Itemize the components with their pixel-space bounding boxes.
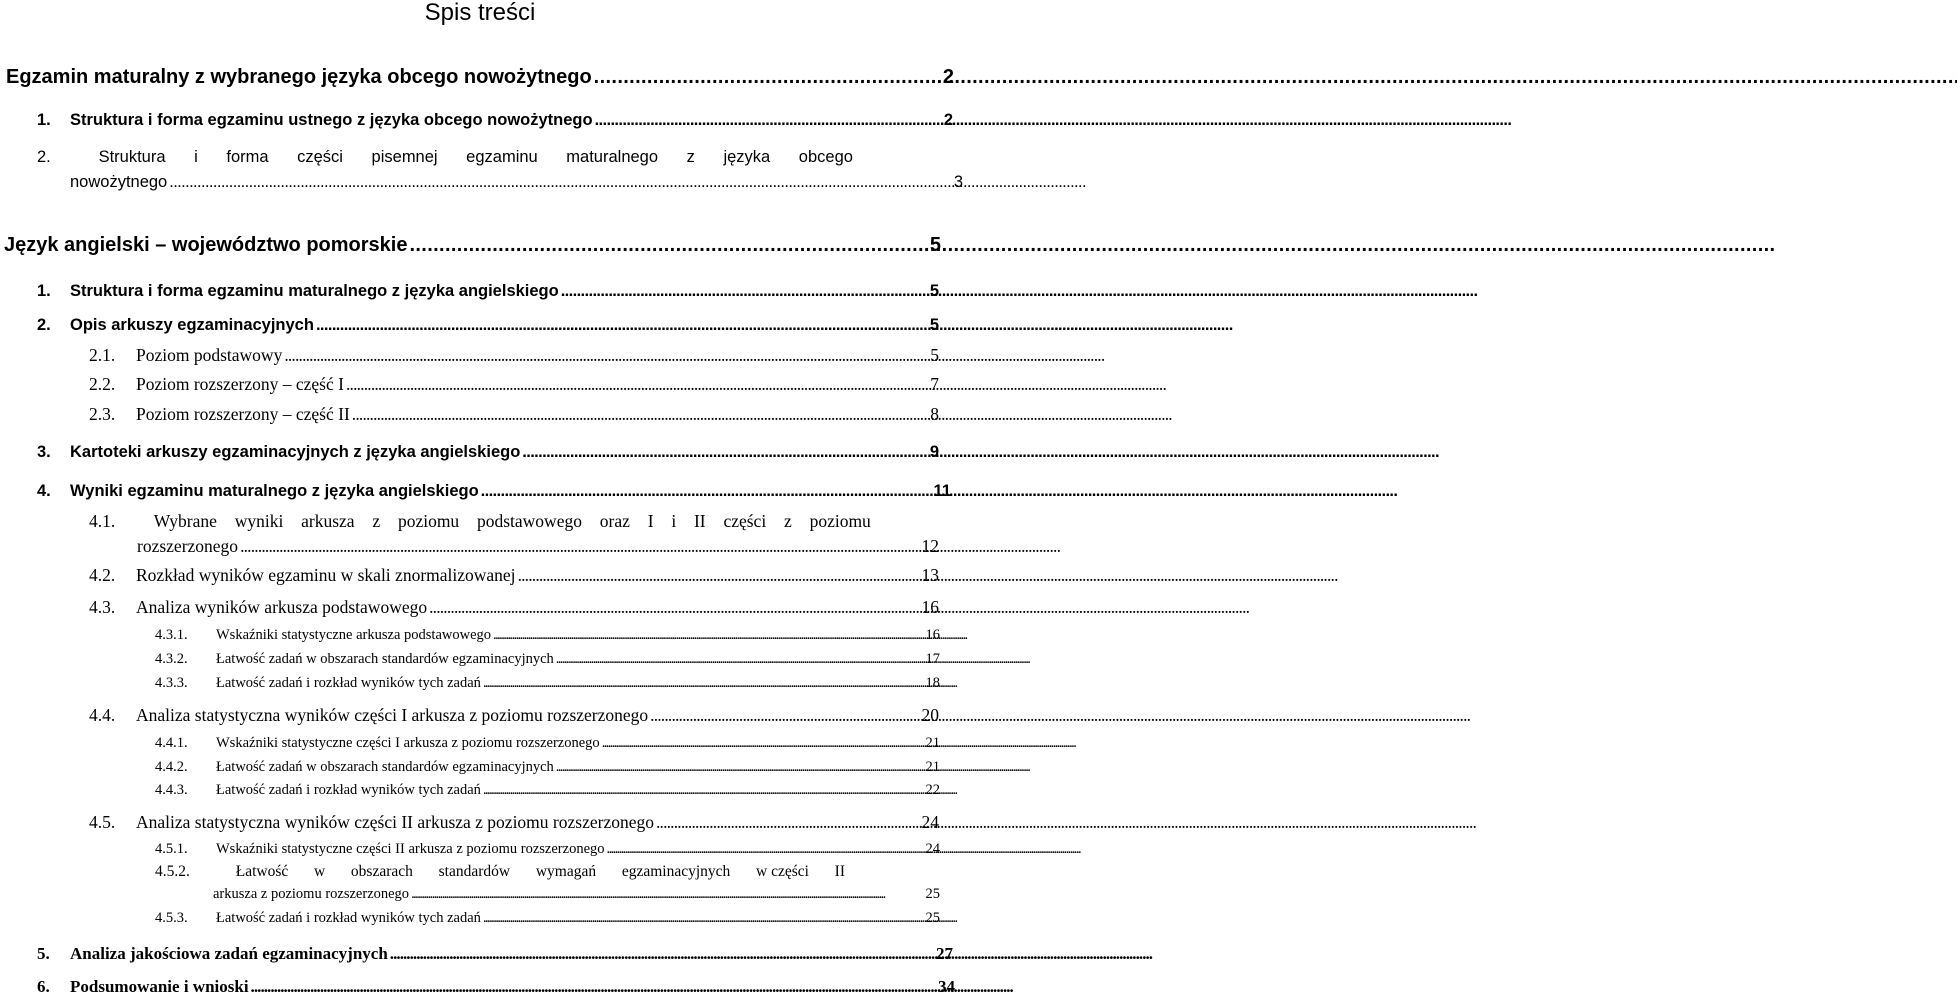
dot-leader — [169, 173, 952, 192]
toc-page-number: 16 — [925, 627, 940, 643]
toc-entry-5[interactable] — [37, 944, 953, 964]
word: wyniki — [234, 511, 284, 531]
toc-entry-number: 2. — [37, 316, 51, 334]
toc-page-number: 16 — [921, 597, 939, 617]
toc-entry-number: 4.3.1. — [155, 627, 188, 643]
word: standardów — [438, 863, 511, 880]
toc-entry-4-3-3[interactable] — [155, 675, 940, 692]
toc-entry-number: 3. — [37, 443, 51, 461]
toc-page-number: 24 — [921, 812, 939, 832]
toc-page-number: 3 — [953, 173, 963, 191]
toc-entry-number: 4.4.3. — [155, 782, 188, 798]
toc-page-number: 21 — [925, 759, 940, 775]
toc-entry-text: Wyniki egzaminu maturalnego z języka angielskiego — [70, 482, 479, 500]
dot-leader — [390, 944, 934, 964]
toc-entry-4-5[interactable] — [89, 812, 939, 833]
dot-leader — [522, 443, 928, 462]
dot-leader — [607, 841, 924, 858]
word: II — [693, 511, 706, 531]
word: Wybrane — [153, 511, 217, 531]
toc-entry-4-3[interactable] — [89, 597, 939, 618]
dot-leader — [346, 374, 928, 395]
word: z — [372, 511, 381, 531]
toc-page-number: 25 — [925, 910, 940, 926]
toc-page-number: 22 — [925, 782, 940, 798]
word: forma — [226, 148, 269, 166]
dot-leader — [556, 651, 924, 668]
toc-entry-2[interactable] — [70, 173, 963, 192]
toc-entry-text: rozszerzonego — [137, 536, 239, 556]
toc-entry-text: Kartoteki arkuszy egzaminacyjnych z języka angielskiego — [70, 443, 521, 461]
toc-entry-number: 4.5. — [89, 812, 116, 832]
toc-entry-4-5-2-line1[interactable] — [155, 863, 845, 881]
word: podstawowego — [476, 511, 582, 531]
toc-page-number: 5 — [929, 316, 939, 334]
toc-entry-6[interactable] — [37, 977, 955, 997]
dot-leader — [240, 536, 919, 557]
toc-entry-3[interactable] — [37, 443, 939, 462]
word: części — [297, 148, 343, 166]
word: egzaminacyjnych — [621, 863, 731, 880]
dot-leader — [251, 977, 936, 997]
word: obcego — [798, 148, 853, 166]
dot-leader — [429, 597, 919, 618]
toc-entry-text: Wskaźniki statystyczne części II arkusza z poziomu rozszerzonego — [216, 841, 605, 857]
toc-entry-text: Łatwość zadań i rozkład wyników tych zadań — [216, 675, 481, 691]
dot-leader — [284, 345, 928, 366]
toc-entry-number: 5. — [37, 944, 50, 963]
toc-entry-number: 4.5.2. — [155, 863, 190, 880]
toc-entry-text: nowożytnego — [70, 173, 168, 191]
toc-entry-number: 4.1. — [89, 511, 116, 531]
toc-entry-4-4[interactable] — [89, 705, 939, 726]
toc-entry-section-1[interactable] — [6, 66, 954, 94]
toc-entry-number: 4. — [37, 482, 51, 500]
word: I — [647, 511, 654, 531]
toc-entry-1[interactable] — [37, 282, 939, 301]
toc-entry-text: Analiza statystyczna wyników części I arkusza z poziomu rozszerzonego — [136, 705, 649, 725]
word: Łatwość — [235, 863, 289, 880]
toc-page-number: 34 — [938, 977, 955, 996]
dot-leader — [595, 111, 942, 130]
toc-page-number: 2 — [942, 66, 954, 88]
toc-entry-text: Wskaźniki statystyczne arkusza podstawowego — [216, 627, 492, 643]
toc-entry-4-4-3[interactable] — [155, 782, 940, 799]
toc-entry-text: Łatwość zadań i rozkład wyników tych zadań — [216, 910, 481, 926]
toc-page-number: 11 — [933, 482, 951, 500]
word: wymagań — [535, 863, 597, 880]
toc-entry-number: 4.5.3. — [155, 910, 188, 926]
toc-entry-number: 4.3.3. — [155, 675, 188, 691]
toc-entry-2-1[interactable] — [89, 345, 939, 366]
dot-leader — [656, 812, 920, 833]
dot-leader — [352, 404, 928, 425]
toc-entry-text: Podsumowanie i wnioski — [70, 977, 249, 996]
toc-page-number: 2 — [943, 111, 953, 129]
toc-entry-text: Łatwość zadań w obszarach standardów egzaminacyjnych — [216, 759, 554, 775]
dot-leader — [483, 782, 924, 799]
word: poziomu — [397, 511, 460, 531]
toc-entry-number: 1. — [37, 282, 51, 300]
word: pisemnej — [371, 148, 438, 166]
toc-entry-4[interactable] — [37, 482, 951, 501]
toc-entry-4-5-3[interactable] — [155, 910, 940, 927]
toc-page-number: 7 — [930, 374, 939, 394]
dot-leader — [411, 886, 923, 903]
toc-page-number: 20 — [921, 705, 939, 725]
toc-page-number: 5 — [930, 345, 939, 365]
dot-leader — [409, 234, 927, 257]
toc-entry-2-3[interactable] — [89, 404, 939, 425]
toc-entry-text: Wskaźniki statystyczne części I arkusza z poziomu rozszerzonego — [216, 735, 600, 751]
toc-entry-number: 4.4.2. — [155, 759, 188, 775]
dot-leader — [316, 316, 928, 335]
toc-page-number: 21 — [925, 735, 940, 751]
toc-entry-text: Struktura i forma egzaminu ustnego z języka obcego nowożytnego — [70, 111, 593, 129]
toc-entry-text: Opis arkuszy egzaminacyjnych — [70, 316, 314, 334]
toc-entry-text: Poziom podstawowy — [136, 345, 283, 365]
word: i — [194, 148, 198, 166]
word: w — [313, 863, 326, 880]
dot-leader — [561, 282, 928, 301]
toc-page-number: 18 — [925, 675, 940, 691]
toc-page-number: 27 — [936, 944, 953, 963]
toc-entry-4-2[interactable] — [89, 565, 939, 586]
toc-title: Spis treści — [424, 0, 536, 26]
toc-entry-number: 2. — [37, 148, 51, 166]
dot-leader — [518, 565, 920, 586]
toc-entry-2[interactable] — [37, 316, 939, 335]
toc-entry-text: Analiza statystyczna wyników części II arkusza z poziomu rozszerzonego — [136, 812, 654, 832]
word: maturalnego — [566, 148, 659, 166]
toc-entry-text: Analiza wyników arkusza podstawowego — [136, 597, 428, 617]
toc-entry-number: 1. — [37, 111, 51, 129]
word: i — [671, 511, 677, 531]
toc-entry-4-4-2[interactable] — [155, 759, 940, 776]
toc-entry-text: Łatwość zadań i rozkład wyników tych zadań — [216, 782, 481, 798]
word: Struktura — [98, 148, 166, 166]
toc-entry-text: Poziom rozszerzony – część II — [136, 404, 350, 424]
toc-page-number: 24 — [925, 841, 940, 857]
word: z — [783, 511, 792, 531]
dot-leader — [602, 735, 924, 752]
toc-page-number: 5 — [929, 282, 939, 300]
toc-page-number: 9 — [929, 443, 939, 461]
word: arkusza — [301, 511, 355, 531]
toc-entry-number: 4.5.1. — [155, 841, 188, 857]
toc-entry-section-2[interactable] — [4, 234, 941, 257]
word: z — [686, 148, 695, 166]
toc-page-number: 8 — [930, 404, 939, 424]
toc-page-number: 5 — [929, 234, 941, 256]
dot-leader — [481, 482, 932, 501]
toc-entry-number: 4.3. — [89, 597, 116, 617]
word: języka — [723, 148, 771, 166]
toc-entry-text: Poziom rozszerzony – część I — [136, 374, 344, 394]
toc-entry-1[interactable] — [37, 111, 953, 130]
toc-entry-number: 4.4. — [89, 705, 116, 725]
dot-leader — [483, 675, 924, 692]
dot-leader — [650, 705, 919, 726]
toc-entry-text: Struktura i forma egzaminu maturalnego z języka angielskiego — [70, 282, 559, 300]
dot-leader — [556, 759, 924, 776]
toc-entry-number: 2.3. — [89, 404, 116, 424]
toc-entry-text: Rozkład wyników egzaminu w skali znormalizowanej — [136, 565, 516, 585]
dot-leader — [493, 627, 923, 644]
toc-page-number: 13 — [921, 565, 939, 585]
word: w części — [756, 863, 809, 880]
toc-page-number: 25 — [925, 886, 940, 902]
toc-entry-text: Łatwość zadań w obszarach standardów egzaminacyjnych — [216, 651, 554, 667]
toc-entry-4-4-1[interactable] — [155, 735, 940, 752]
word: egzaminu — [466, 148, 538, 166]
toc-entry-2-line1[interactable] — [37, 148, 853, 167]
toc-entry-number: 4.3.2. — [155, 651, 188, 667]
toc-entry-text: Analiza jakościowa zadań egzaminacyjnych — [70, 944, 388, 963]
word: poziomu — [809, 511, 871, 531]
dot-leader — [594, 66, 941, 89]
toc-entry-4-3-2[interactable] — [155, 651, 940, 668]
word: II — [834, 863, 845, 880]
toc-entry-text: Język angielski – województwo pomorskie — [4, 234, 408, 256]
toc-entry-4-3-1[interactable] — [155, 627, 940, 644]
toc-entry-number: 6. — [37, 977, 50, 996]
toc-entry-number: 2.2. — [89, 374, 116, 394]
toc-page-number: 17 — [925, 651, 940, 667]
word: części — [723, 511, 767, 531]
word: obszarach — [350, 863, 413, 880]
toc-entry-text: Egzamin maturalny z wybranego języka obcego nowożytnego — [6, 66, 592, 88]
toc-entry-number: 4.4.1. — [155, 735, 188, 751]
toc-entry-text: arkusza z poziomu rozszerzonego — [213, 886, 410, 902]
toc-entry-4-1[interactable] — [137, 536, 939, 557]
toc-page-number: 12 — [921, 536, 939, 556]
dot-leader — [483, 910, 924, 927]
word: oraz — [599, 511, 630, 531]
toc-entry-2-2[interactable] — [89, 374, 939, 395]
toc-entry-4-1-line1[interactable] — [89, 511, 871, 532]
toc-entry-number: 4.2. — [89, 565, 116, 585]
toc-entry-4-5-1[interactable] — [155, 841, 940, 858]
toc-entry-4-5-2[interactable] — [213, 886, 940, 903]
toc-entry-number: 2.1. — [89, 345, 116, 365]
